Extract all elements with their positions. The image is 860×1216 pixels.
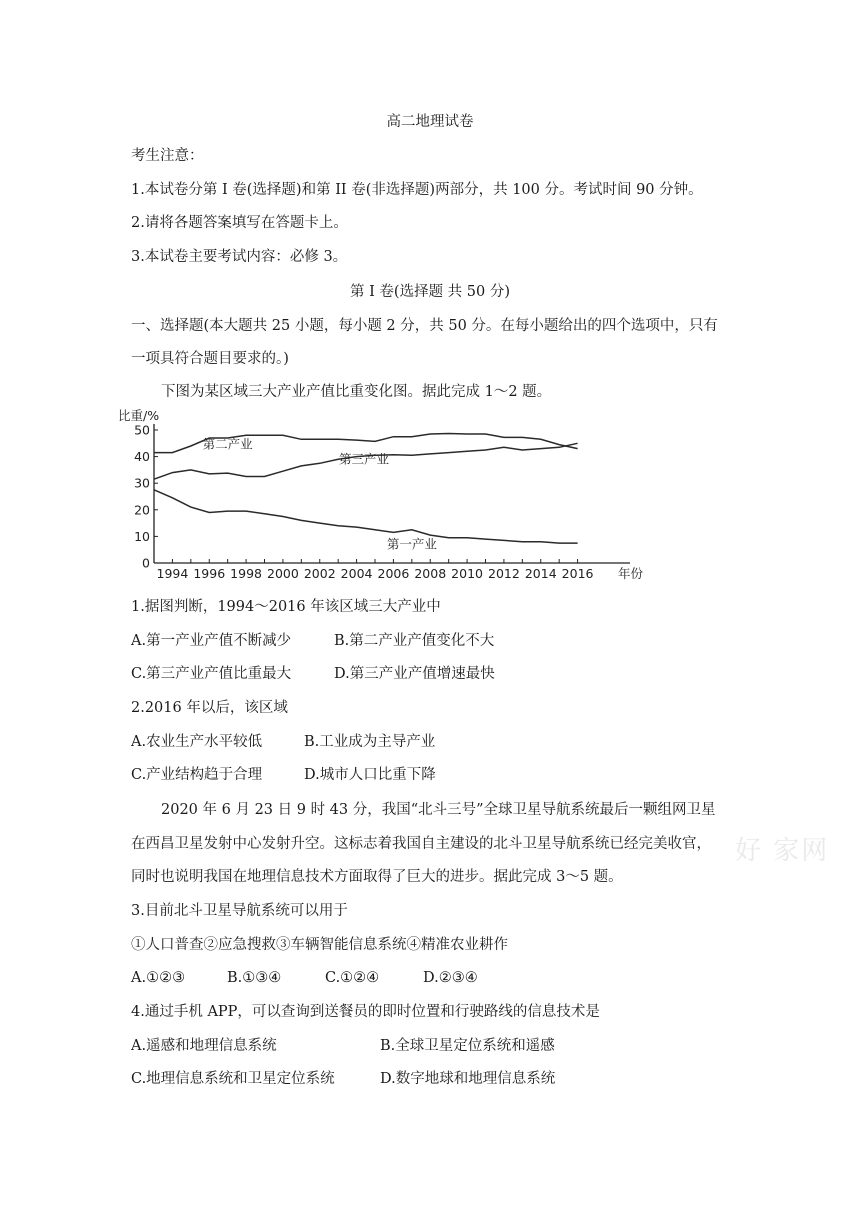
question-2-option-c[interactable]: C.产业结构趋于合理 xyxy=(131,767,263,783)
question-4-option-d[interactable]: D.数字地球和地理信息系统 xyxy=(380,1071,556,1087)
question-3-option-a[interactable]: A.①②③ xyxy=(131,970,186,986)
question-3-items: ①人口普查②应急搜救③车辆智能信息系统④精准农业耕作 xyxy=(131,937,508,953)
section-intro-line-1: 一、选择题(本大题共 25 小题，每小题 2 分，共 50 分。在每小题给出的四个选项中，只有 xyxy=(131,318,718,334)
x-tick-label: 2008 xyxy=(414,566,447,581)
chart-labels xyxy=(118,408,644,581)
chart-intro: 下图为某区域三大产业产值比重变化图。据此完成 1～2 题。 xyxy=(161,384,552,400)
section-title: 第 I 卷(选择题 共 50 分) xyxy=(349,284,511,300)
passage-line-2: 在西昌卫星发射中心发射升空。这标志着我国自主建设的北斗卫星导航系统已经完美收官， xyxy=(131,836,711,852)
question-2-option-a[interactable]: A.农业生产水平较低 xyxy=(131,734,263,750)
x-tick-label: 2004 xyxy=(340,566,373,581)
series-label-2: 第三产业 xyxy=(338,451,389,467)
notice-item-3: 3.本试卷主要考试内容：必修 3。 xyxy=(131,249,348,265)
x-tick-label: 2012 xyxy=(488,566,520,581)
watermark: 好 家网 xyxy=(735,836,830,866)
x-tick-label: 2002 xyxy=(303,566,336,581)
question-3-option-d[interactable]: D.②③④ xyxy=(423,970,478,986)
y-tick-label: 50 xyxy=(134,422,150,438)
question-3-stem: 3.目前北斗卫星导航系统可以用于 xyxy=(131,903,348,919)
question-2-option-b[interactable]: B.工业成为主导产业 xyxy=(304,734,436,750)
x-axis-title: 年份 xyxy=(618,566,644,581)
section-intro-line-2: 一项具符合题目要求的。) xyxy=(131,351,289,367)
industry-share-chart xyxy=(118,404,658,586)
question-4-option-c[interactable]: C.地理信息系统和卫星定位系统 xyxy=(131,1071,335,1087)
question-4-option-a[interactable]: A.遥感和地理信息系统 xyxy=(131,1038,277,1054)
series-line-3 xyxy=(154,490,578,543)
passage-line-1: 2020 年 6 月 23 日 9 时 43 分，我国“北斗三号”全球卫星导航系统最后一颗组网卫星 xyxy=(161,802,716,818)
question-3-option-c[interactable]: C.①②④ xyxy=(325,970,380,986)
question-2-option-d[interactable]: D.城市人口比重下降 xyxy=(304,767,436,783)
x-tick-label: 2014 xyxy=(524,566,557,581)
question-1-option-c[interactable]: C.第三产业产值比重最大 xyxy=(131,666,292,682)
x-tick-label: 1994 xyxy=(156,566,189,581)
x-tick-label: 1998 xyxy=(230,566,262,581)
question-1-option-d[interactable]: D.第三产业产值增速最快 xyxy=(334,666,495,682)
notice-item-2: 2.请将各题答案填写在答题卡上。 xyxy=(131,215,348,231)
question-1-option-a[interactable]: A.第一产业产值不断减少 xyxy=(131,633,292,649)
y-tick-label: 40 xyxy=(134,449,150,465)
y-tick-label: 0 xyxy=(142,555,150,571)
question-4-stem: 4.通过手机 APP，可以查询到送餐员的即时位置和行驶路线的信息技术是 xyxy=(131,1004,600,1020)
exam-title: 高二地理试卷 xyxy=(386,114,474,130)
x-tick-label: 2006 xyxy=(377,566,410,581)
series-label-1: 第二产业 xyxy=(202,436,253,452)
y-axis-title: 比重/% xyxy=(118,408,160,423)
question-2-stem: 2.2016 年以后，该区域 xyxy=(131,700,288,716)
question-4-option-b[interactable]: B.全球卫星定位系统和遥感 xyxy=(380,1038,555,1054)
question-3-option-b[interactable]: B.①③④ xyxy=(227,970,282,986)
x-tick-label: 2016 xyxy=(561,566,594,581)
passage-line-3: 同时也说明我国在地理信息技术方面取得了巨大的进步。据此完成 3～5 题。 xyxy=(131,869,623,885)
x-tick-label: 1996 xyxy=(193,566,226,581)
x-tick-label: 2010 xyxy=(451,566,483,581)
y-tick-label: 10 xyxy=(134,528,150,544)
y-tick-label: 30 xyxy=(134,475,150,491)
y-tick-label: 20 xyxy=(134,502,150,518)
notice-item-1: 1.本试卷分第 I 卷(选择题)和第 II 卷(非选择题)两部分，共 100 分。考试时间 90 分钟。 xyxy=(131,182,703,198)
question-1-option-b[interactable]: B.第二产业产值变化不大 xyxy=(334,633,495,649)
question-1-stem: 1.据图判断，1994～2016 年该区域三大产业中 xyxy=(131,599,441,615)
x-tick-label: 2000 xyxy=(267,566,299,581)
notice-heading: 考生注意： xyxy=(131,148,204,164)
series-label-3: 第一产业 xyxy=(386,536,437,552)
